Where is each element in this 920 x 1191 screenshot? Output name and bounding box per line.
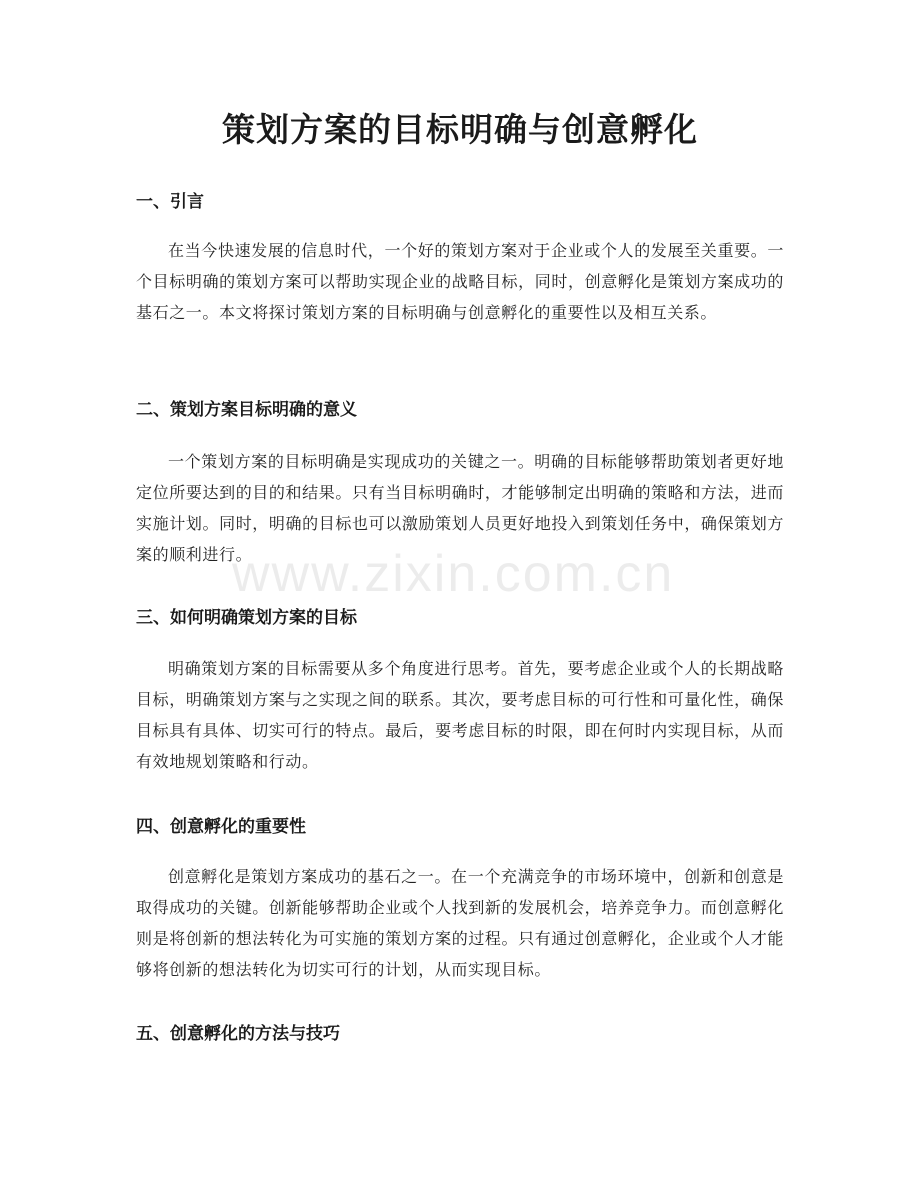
section-heading-creative-importance: 四、创意孵化的重要性 <box>136 817 306 837</box>
section-heading-creative-methods: 五、创意孵化的方法与技巧 <box>136 1024 340 1044</box>
section-paragraph-goal-significance: 一个策划方案的目标明确是实现成功的关键之一。明确的目标能够帮助策划者更好地定位所要达到的目的和结果。只有当目标明确时，才能够制定出明确的策略和方法，进而实施计划。同时，明确的目标也可以激励策划人员更好地投入到策划任务中，确保策划方案的顺利进行。 <box>136 452 784 564</box>
section-heading-goal-significance: 二、策划方案目标明确的意义 <box>136 400 357 420</box>
section-paragraph-creative-importance: 创意孵化是策划方案成功的基石之一。在一个充满竞争的市场环境中，创新和创意是取得成功的关键。创新能够帮助企业或个人找到新的发展机会，培养竞争力。而创意孵化则是将创新的想法转化为可实施的策划方案的过程。只有通过创意孵化，企业或个人才能够将创新的想法转化为切实可行的计划，从而实现目标。 <box>136 867 784 979</box>
section-heading-intro: 一、引言 <box>136 192 204 212</box>
section-paragraph-how-to-clarify: 明确策划方案的目标需要从多个角度进行思考。首先，要考虑企业或个人的长期战略目标，明确策划方案与之实现之间的联系。其次，要考虑目标的可行性和可量化性，确保目标具有具体、切实可行的特点。最后，要考虑目标的时限，即在何时内实现目标，从而有效地规划策略和行动。 <box>136 659 784 771</box>
section-heading-how-to-clarify: 三、如何明确策划方案的目标 <box>136 608 357 628</box>
watermark: www.zixin.com.cn <box>232 545 675 603</box>
section-paragraph-intro: 在当今快速发展的信息时代，一个好的策划方案对于企业或个人的发展至关重要。一个目标明确的策划方案可以帮助实现企业的战略目标，同时，创意孵化是策划方案成功的基石之一。本文将探讨策划方案的目标明确与创意孵化的重要性以及相互关系。 <box>136 241 784 322</box>
document-title: 策划方案的目标明确与创意孵化 <box>222 110 698 149</box>
